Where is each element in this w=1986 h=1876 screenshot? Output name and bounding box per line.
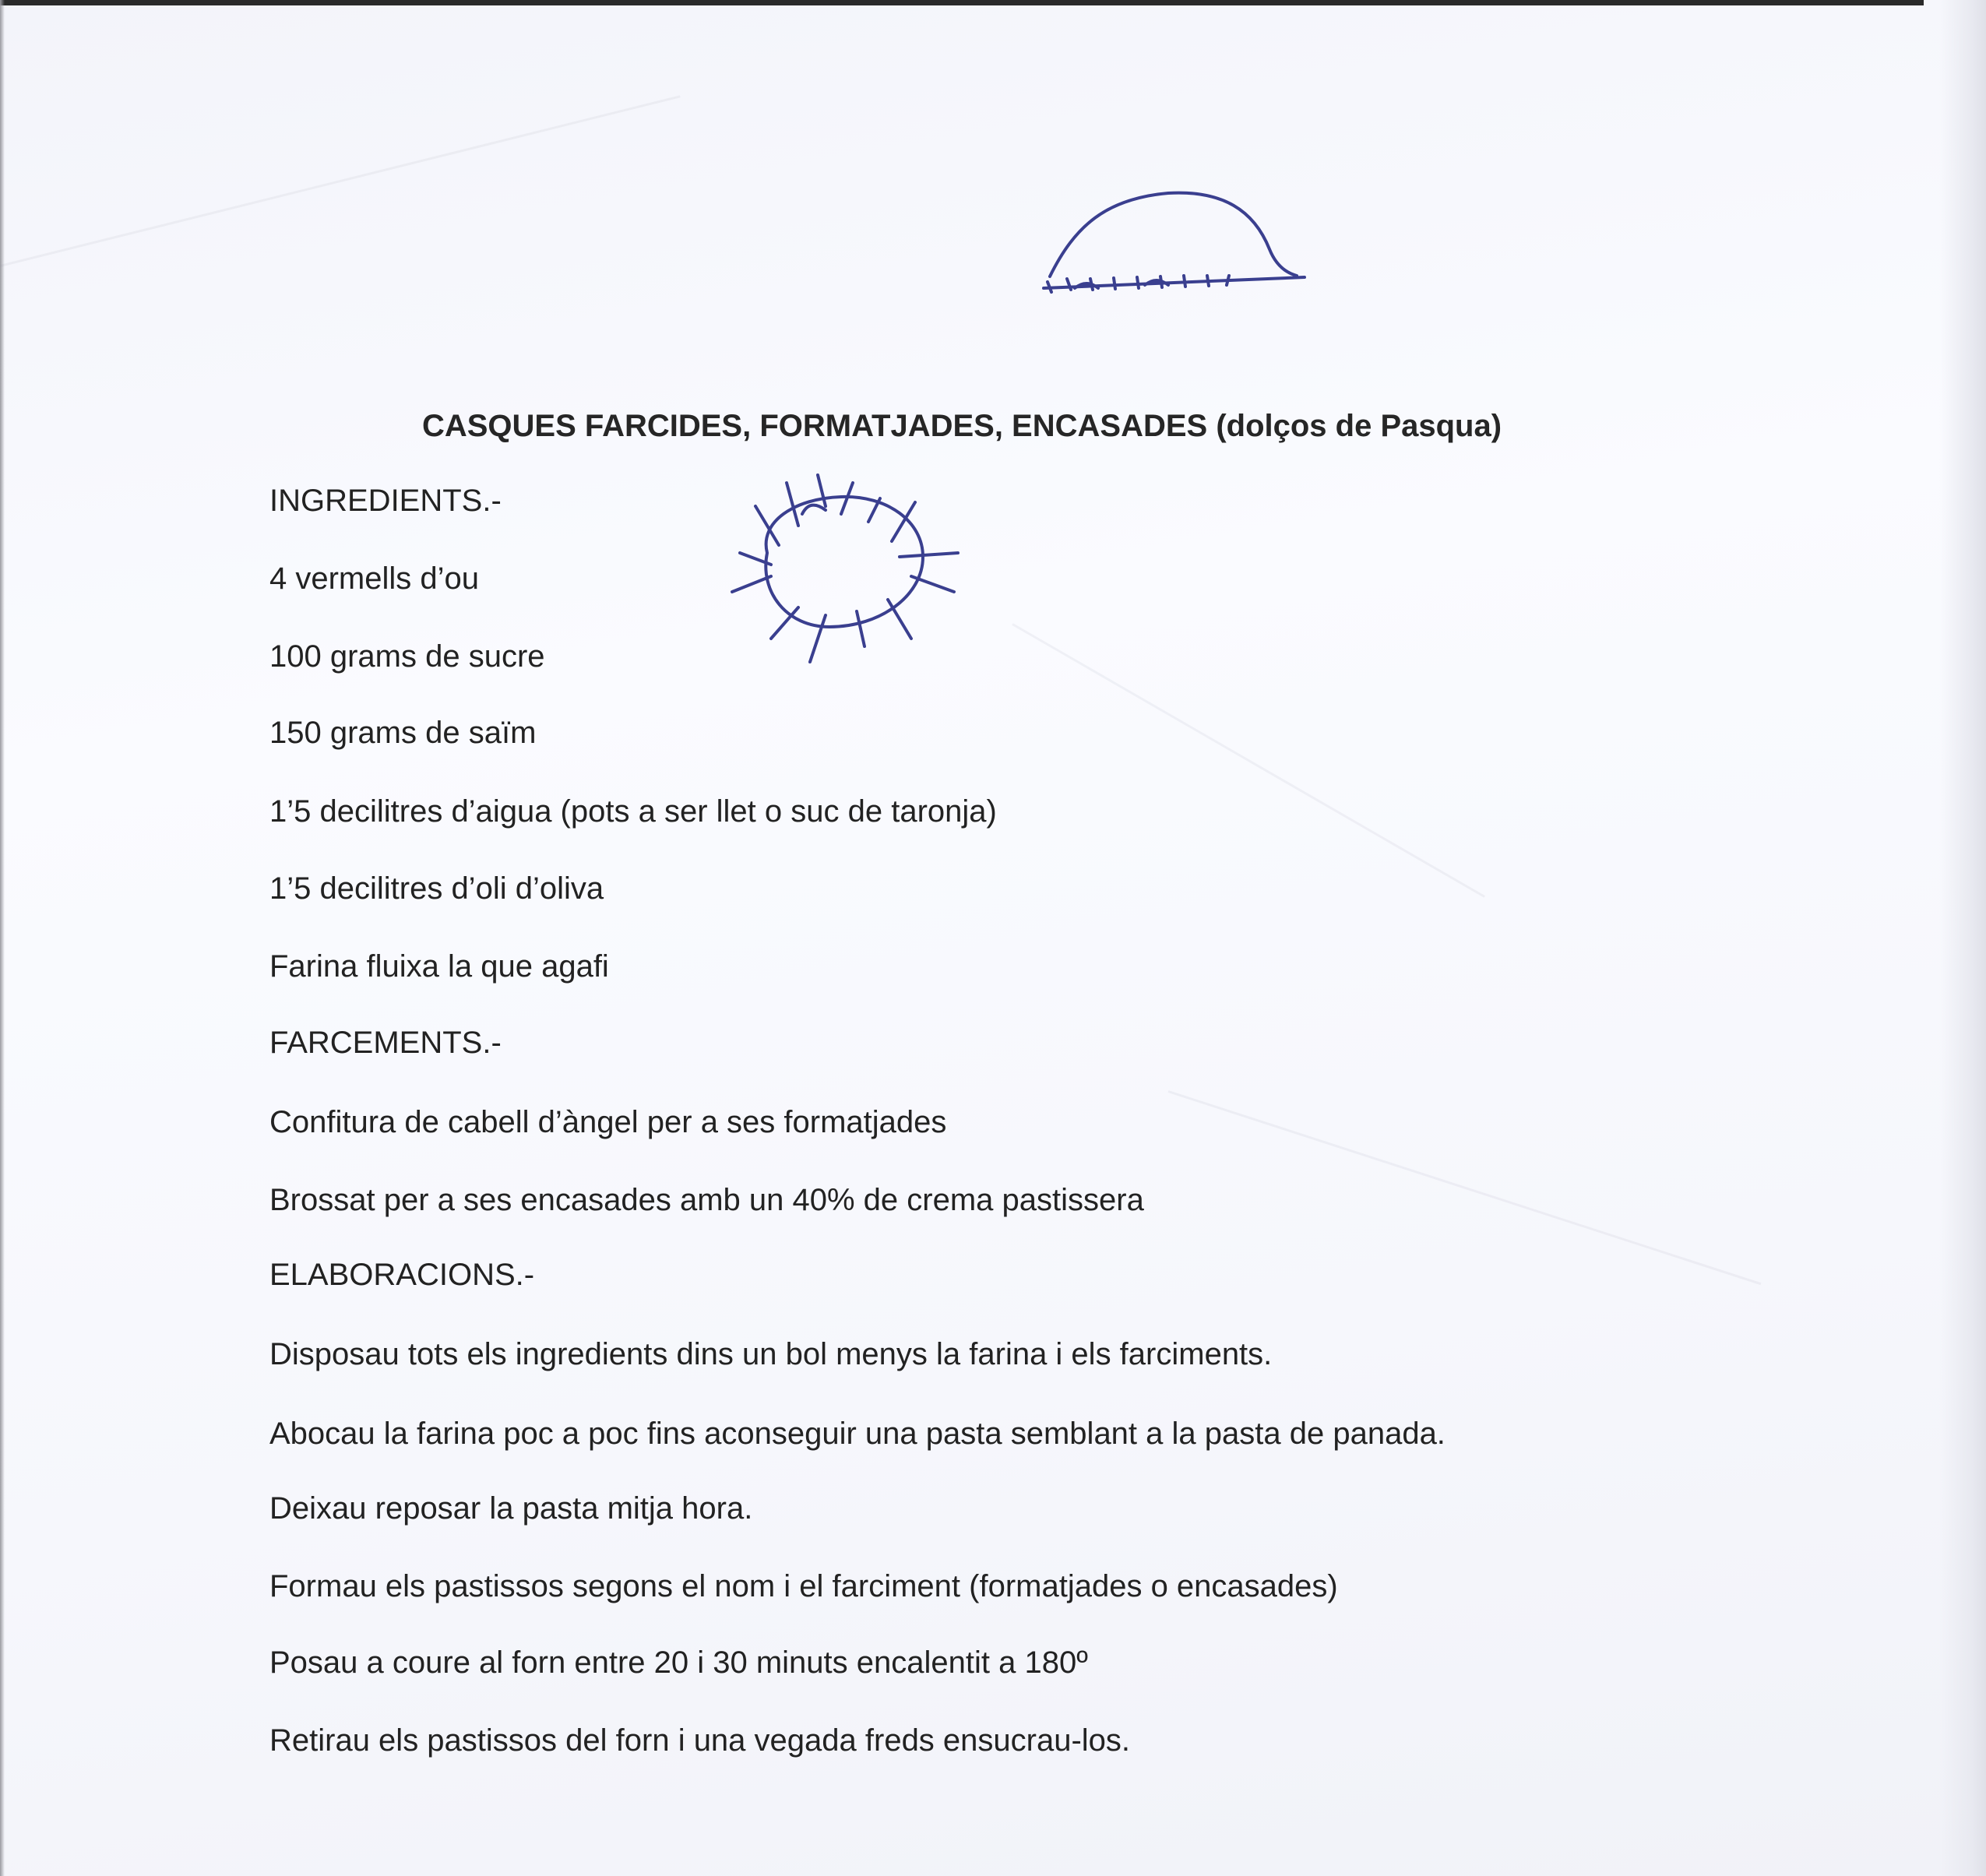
sketch-ink-stroke [1044,193,1305,292]
formatjada-top-view-sketch [724,467,974,670]
sketch-ink-stroke [732,475,958,662]
paper-crease [1012,623,1485,898]
section-heading-farcements: FARCEMENTS.- [269,1026,502,1060]
paper-crease [0,95,681,267]
paper-crease [1168,1090,1762,1285]
ingredient-item: 100 grams de sucre [269,639,545,674]
instruction-step: Deixau reposar la pasta mitja hora. [269,1491,753,1526]
scan-left-edge [0,0,5,1876]
recipe-title: CASQUES FARCIDES, FORMATJADES, ENCASADES (dolços de Pasqua) [421,409,1502,443]
filling-item: Confitura de cabell d’àngel per a ses formatjades [269,1105,947,1139]
scan-right-shadow [1939,0,1986,1876]
instruction-step: Retirau els pastissos del forn i una vegada freds ensucrau-los. [269,1723,1131,1758]
ingredient-item: 1’5 decilitres d’aigua (pots a ser llet o suc de taronja) [269,794,997,829]
scan-top-border [0,0,1924,5]
ingredient-item: Farina fluixa la que agafi [269,949,609,984]
section-heading-ingredients: INGREDIENTS.- [269,484,502,518]
instruction-step: Formau els pastissos segons el nom i el farciment (formatjades o encasades) [269,1569,1338,1603]
ingredient-item: 4 vermells d’ou [269,561,480,596]
ingredient-item: 150 grams de saïm [269,716,537,750]
filling-item: Brossat per a ses encasades amb un 40% de crema pastissera [269,1183,1144,1217]
instruction-step: Posau a coure al forn entre 20 i 30 minuts encalentit a 180º [269,1645,1088,1680]
instruction-step: Abocau la farina poc a poc fins aconseguir una pasta semblant a la pasta de panada. [269,1417,1445,1451]
casca-side-view-sketch [1028,179,1324,311]
instruction-step: Disposau tots els ingredients dins un bol menys la farina i els farciments. [269,1337,1273,1371]
section-heading-elaboracions: ELABORACIONS.- [269,1258,535,1292]
ingredient-item: 1’5 decilitres d’oli d’oliva [269,871,604,906]
